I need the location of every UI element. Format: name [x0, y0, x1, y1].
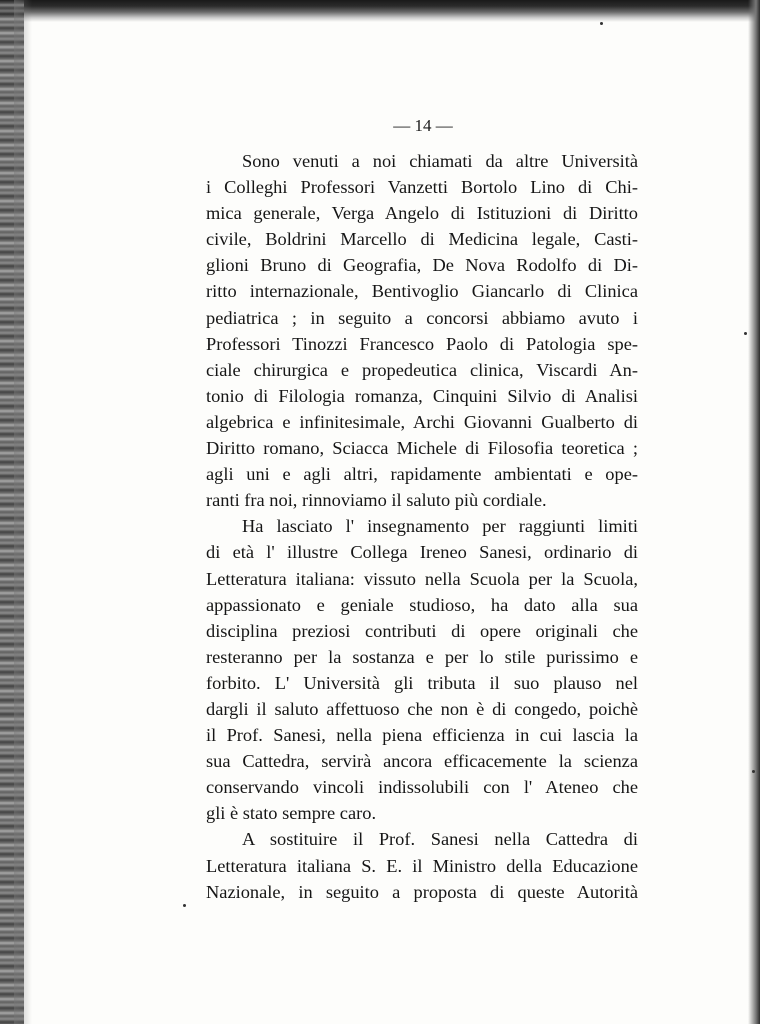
text-line: algebrica e infinitesimale, Archi Giovanni Gualberto di [206, 411, 638, 432]
text-line: sua Cattedra, servirà ancora efficacemente la scienza [206, 751, 638, 772]
text-line: il Prof. Sanesi, nella piena efficienza in cui lascia la [206, 725, 638, 746]
text-line: disciplina preziosi contributi di opere originali che [206, 620, 638, 641]
text-line: Diritto romano, Sciacca Michele di Filosofia teoretica ; [206, 438, 638, 459]
text-line: resteranno per la sostanza e per lo stile purissimo e [206, 646, 638, 667]
text-line: glioni Bruno di Geografia, De Nova Rodolfo di Di- [206, 255, 638, 276]
paragraph-1 [206, 148, 638, 513]
paragraph-2 [206, 513, 638, 826]
speck [752, 770, 755, 773]
paragraph-3 [206, 826, 638, 904]
text-line: pediatrica ; in seguito a concorsi abbiamo avuto i [206, 307, 638, 328]
text-line: mica generale, Verga Angelo di Istituzioni di Diritto [206, 203, 638, 224]
text-line: Sono venuti a noi chiamati da altre Università [242, 151, 638, 171]
page-number: — 14 — [393, 116, 453, 135]
text-line: dargli il saluto affettuoso che non è di congedo, poichè [206, 698, 638, 719]
text-line: ritto internazionale, Bentivoglio Giancarlo di Clinica [206, 281, 638, 302]
text-line: ranti fra noi, rinnoviamo il saluto più cordiale. [206, 490, 547, 511]
speck [183, 904, 186, 907]
text-line: conservando vincoli indissolubili con l' Ateneo che [206, 777, 638, 798]
text-line: forbito. L' Università gli tributa il suo plauso nel [206, 672, 638, 693]
scan-right-edge [748, 0, 760, 1024]
text-line: i Colleghi Professori Vanzetti Bortolo Lino di Chi- [206, 177, 638, 198]
text-line: di età l' illustre Collega Ireneo Sanesi, ordinario di [206, 542, 638, 563]
scan-top-edge [0, 0, 760, 22]
text-line: Letteratura italiana: vissuto nella Scuola per la Scuola, [206, 568, 638, 589]
text-line: A sostituire il Prof. Sanesi nella Cattedra di [242, 829, 638, 850]
text-line: Ha lasciato l' insegnamento per raggiunti limiti [242, 516, 638, 537]
text-line: tonio di Filologia romanza, Cinquini Silvio di Analisi [206, 385, 638, 406]
text-line: appassionato e geniale studioso, ha dato alla sua [206, 594, 638, 615]
text-line: ciale chirurgica e propedeutica clinica, Viscardi An- [206, 359, 638, 380]
text-line: Letteratura italiana S. E. il Ministro della Educazione [206, 855, 638, 876]
text-line: Professori Tinozzi Francesco Paolo di Patologia spe- [206, 333, 638, 354]
body-text [206, 148, 638, 905]
speck [600, 22, 603, 25]
scan-left-shadow [14, 0, 32, 1024]
text-line: agli uni e agli altri, rapidamente ambientati e ope- [206, 464, 638, 485]
text-line: Nazionale, in seguito a proposta di queste Autorità [206, 881, 638, 902]
text-line: civile, Boldrini Marcello di Medicina legale, Casti- [206, 229, 638, 250]
speck [744, 332, 747, 335]
text-line: gli è stato sempre caro. [206, 803, 377, 824]
